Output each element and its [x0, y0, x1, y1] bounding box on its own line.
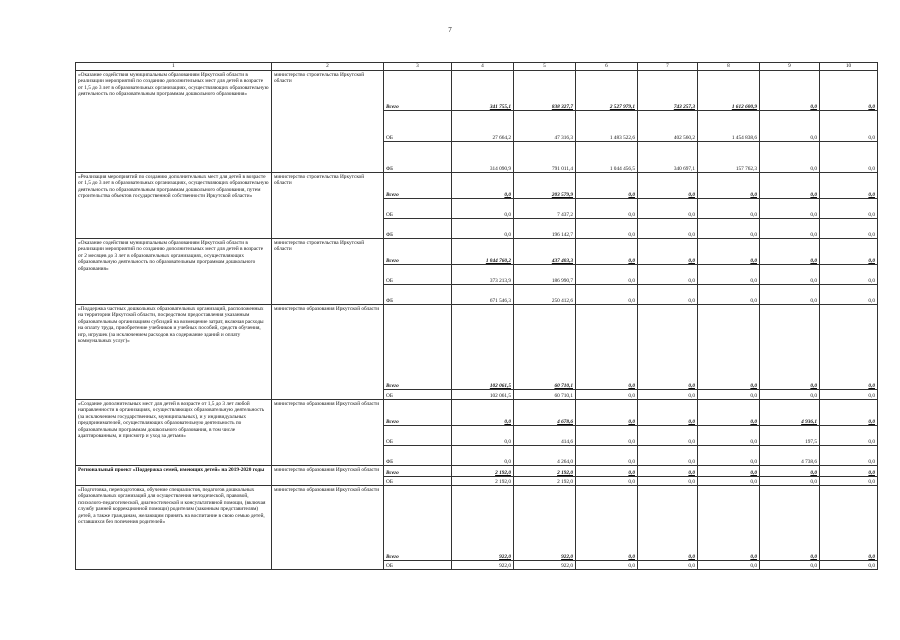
table-row	[76, 173, 878, 199]
measure-description: «Оказание содействия муниципальным образованиям Иркутской области в реализации мероприятий по созданию дополнительных мест для детей в возрасте от 1,5 до 3 лет в образовательных организациях, осуществляющих образовательную деятельность по образовательным программам дошкольного образования»	[76, 71, 272, 173]
amount-cell: 341 755,1	[452, 71, 514, 111]
amount-cell: 0,0	[638, 486, 698, 561]
header-cell: 10	[820, 63, 878, 71]
amount-cell: 0,0	[576, 285, 638, 305]
amount-cell: 922,0	[452, 486, 514, 561]
amount-cell: 47 316,3	[514, 111, 576, 142]
amount-cell: 2 192,0	[514, 466, 576, 477]
amount-cell: 0,0	[820, 219, 878, 239]
amount-cell: 0,0	[698, 305, 760, 390]
amount-cell: 196 142,7	[514, 219, 576, 239]
amount-cell: 0,0	[638, 285, 698, 305]
executor: министерство строительства Иркутской области	[272, 239, 384, 305]
funding-source: ФБ	[384, 219, 452, 239]
amount-cell: 0,0	[760, 142, 820, 173]
amount-cell: 2 527 979,1	[576, 71, 638, 111]
amount-cell: 4 678,6	[514, 400, 576, 426]
amount-cell: 0,0	[638, 477, 698, 486]
amount-cell: 0,0	[698, 446, 760, 466]
funding-source: Всего	[384, 466, 452, 477]
funding-source: ОБ	[384, 111, 452, 142]
header-cell: 3	[384, 63, 452, 71]
amount-cell: 0,0	[820, 111, 878, 142]
amount-cell: 4 936,1	[760, 400, 820, 426]
header-row	[76, 63, 878, 71]
amount-cell: 60 710,1	[514, 305, 576, 390]
amount-cell: 0,0	[760, 390, 820, 400]
amount-cell: 0,0	[820, 71, 878, 111]
table-row	[76, 71, 878, 111]
amount-cell: 0,0	[820, 265, 878, 285]
amount-cell: 0,0	[820, 400, 878, 426]
funding-source: ОБ	[384, 199, 452, 219]
funding-source: ОБ	[384, 477, 452, 486]
funding-source: ФБ	[384, 446, 452, 466]
amount-cell: 743 257,3	[638, 71, 698, 111]
amount-cell: 0,0	[576, 400, 638, 426]
funding-source: Всего	[384, 239, 452, 265]
amount-cell: 7 437,2	[514, 199, 576, 219]
amount-cell: 0,0	[820, 390, 878, 400]
amount-cell: 203 579,9	[514, 173, 576, 199]
amount-cell: 1 044 456,5	[576, 142, 638, 173]
amount-cell: 0,0	[638, 305, 698, 390]
amount-cell: 0,0	[760, 239, 820, 265]
funding-source: Всего	[384, 71, 452, 111]
amount-cell: 0,0	[820, 285, 878, 305]
amount-cell: 0,0	[820, 142, 878, 173]
amount-cell: 0,0	[820, 426, 878, 446]
amount-cell: 0,0	[576, 173, 638, 199]
funding-source: Всего	[384, 173, 452, 199]
amount-cell: 0,0	[576, 466, 638, 477]
amount-cell: 0,0	[760, 265, 820, 285]
amount-cell: 0,0	[638, 390, 698, 400]
funding-source: ОБ	[384, 426, 452, 446]
table-row	[76, 466, 878, 477]
header-cell: 9	[760, 63, 820, 71]
header-cell: 6	[576, 63, 638, 71]
amount-cell: 0,0	[698, 400, 760, 426]
amount-cell: 0,0	[452, 446, 514, 466]
amount-cell: 1 483 522,6	[576, 111, 638, 142]
amount-cell: 402 560,2	[638, 111, 698, 142]
amount-cell: 0,0	[820, 477, 878, 486]
amount-cell: 0,0	[760, 305, 820, 390]
amount-cell: 0,0	[638, 219, 698, 239]
header-cell: 4	[452, 63, 514, 71]
amount-cell: 0,0	[698, 199, 760, 219]
amount-cell: 60 710,1	[514, 390, 576, 400]
amount-cell: 4 264,0	[514, 446, 576, 466]
amount-cell: 0,0	[698, 219, 760, 239]
amount-cell: 0,0	[576, 390, 638, 400]
amount-cell: 0,0	[638, 426, 698, 446]
amount-cell: 1 612 600,9	[698, 71, 760, 111]
amount-cell: 0,0	[698, 265, 760, 285]
amount-cell: 197,5	[760, 426, 820, 446]
measure-description: «Реализация мероприятий по созданию дополнительных мест для детей в возрасте от 1,5 до 3 лет в образовательных организациях, осуществляющих образовательную деятельность по образовательным программам дошкольного образования, путем строительства объектов государственной собственности Иркутской области»	[76, 173, 272, 239]
amount-cell: 0,0	[760, 285, 820, 305]
amount-cell: 314 090,9	[452, 142, 514, 173]
amount-cell: 0,0	[638, 173, 698, 199]
amount-cell: 0,0	[638, 561, 698, 570]
amount-cell: 0,0	[760, 71, 820, 111]
amount-cell: 414,6	[514, 426, 576, 446]
amount-cell: 27 664,2	[452, 111, 514, 142]
amount-cell: 0,0	[698, 285, 760, 305]
executor: министерство образования Иркутской области	[272, 466, 384, 486]
funding-source: ОБ	[384, 265, 452, 285]
amount-cell: 0,0	[638, 199, 698, 219]
funding-source: Всего	[384, 486, 452, 561]
amount-cell: 0,0	[820, 561, 878, 570]
amount-cell: 0,0	[576, 305, 638, 390]
amount-cell: 0,0	[698, 561, 760, 570]
amount-cell: 0,0	[760, 219, 820, 239]
amount-cell: 0,0	[820, 466, 878, 477]
executor: министерство образования Иркутской области	[272, 400, 384, 466]
funding-source: ФБ	[384, 142, 452, 173]
amount-cell: 2 192,0	[452, 477, 514, 486]
amount-cell: 0,0	[698, 486, 760, 561]
measure-description: «Подготовка, переподготовка, обучение специалистов, педагогов дошкольных образовательных организаций для осуществления методической, правовой, психолого-педагогической, диагностической и консультативной помощи, (включая службу ранней коррекционной помощи) родителям (законным представителям) детей, а также гражданам, желающим принять на воспитание в свою семью детей, оставшихся без попечения родителей»	[76, 486, 272, 570]
amount-cell: 0,0	[452, 219, 514, 239]
amount-cell: 4 738,6	[760, 446, 820, 466]
amount-cell: 0,0	[698, 477, 760, 486]
amount-cell: 0,0	[820, 173, 878, 199]
amount-cell: 0,0	[576, 199, 638, 219]
amount-cell: 1 044 760,2	[452, 239, 514, 265]
amount-cell: 0,0	[698, 390, 760, 400]
table-row	[76, 239, 878, 265]
header-cell: 1	[76, 63, 272, 71]
amount-cell: 0,0	[698, 426, 760, 446]
amount-cell: 157 762,3	[698, 142, 760, 173]
amount-cell: 102 061,5	[452, 305, 514, 390]
amount-cell: 0,0	[698, 173, 760, 199]
amount-cell: 0,0	[760, 486, 820, 561]
amount-cell: 0,0	[638, 239, 698, 265]
amount-cell: 0,0	[638, 446, 698, 466]
amount-cell: 922,0	[514, 486, 576, 561]
amount-cell: 373 213,9	[452, 265, 514, 285]
amount-cell: 340 697,1	[638, 142, 698, 173]
amount-cell: 0,0	[760, 561, 820, 570]
amount-cell: 671 546,3	[452, 285, 514, 305]
amount-cell: 2 192,0	[514, 477, 576, 486]
amount-cell: 0,0	[698, 239, 760, 265]
amount-cell: 0,0	[452, 173, 514, 199]
table-row	[76, 305, 878, 390]
amount-cell: 0,0	[638, 400, 698, 426]
amount-cell: 0,0	[820, 486, 878, 561]
amount-cell: 437 403,3	[514, 239, 576, 265]
amount-cell: 0,0	[576, 219, 638, 239]
amount-cell: 0,0	[760, 111, 820, 142]
page-number: 7	[448, 26, 452, 34]
amount-cell: 0,0	[820, 199, 878, 219]
amount-cell: 0,0	[638, 265, 698, 285]
amount-cell: 0,0	[820, 446, 878, 466]
amount-cell: 0,0	[820, 239, 878, 265]
funding-source: ФБ	[384, 285, 452, 305]
amount-cell: 0,0	[576, 239, 638, 265]
executor: министерство образования Иркутской области	[272, 486, 384, 570]
funding-source: Всего	[384, 400, 452, 426]
amount-cell: 0,0	[576, 561, 638, 570]
amount-cell: 186 990,7	[514, 265, 576, 285]
header-cell: 8	[698, 63, 760, 71]
amount-cell: 0,0	[760, 477, 820, 486]
measure-description: Региональный проект «Поддержка семей, имеющих детей» на 2019-2020 годы	[76, 466, 272, 486]
amount-cell: 1 454 838,6	[698, 111, 760, 142]
measure-description: «Поддержка частных дошкольных образовательных организаций, расположенных на территории Иркутской области, посредством предоставления указанным образовательным организациям субсидий на возмещение затрат, включая расходы на оплату труда, приобретение учебников и учебных пособий, средств обучения, игр, игрушек (за исключением расходов на содержание зданий и оплату коммунальных услуг)»	[76, 305, 272, 400]
amount-cell: 0,0	[698, 466, 760, 477]
executor: министерство строительства Иркутской области	[272, 71, 384, 173]
amount-cell: 0,0	[576, 477, 638, 486]
amount-cell: 0,0	[638, 466, 698, 477]
amount-cell: 0,0	[576, 486, 638, 561]
amount-cell: 0,0	[576, 446, 638, 466]
funding-source: ОБ	[384, 561, 452, 570]
amount-cell: 102 061,5	[452, 390, 514, 400]
executor: министерство образования Иркутской области	[272, 305, 384, 400]
amount-cell: 0,0	[452, 426, 514, 446]
amount-cell: 838 327,7	[514, 71, 576, 111]
measure-description: «Создание дополнительных мест для детей в возрасте от 1,5 до 3 лет любой направленности в организациях, осуществляющих образовательную деятельность (за исключением государственных, муниципальных), и у индивидуальных предпринимателей, осуществляющих образовательную деятельность по образовательным программам дошкольного образования, в том числе адаптированным, и присмотр и уход за детьми»	[76, 400, 272, 466]
amount-cell: 0,0	[760, 466, 820, 477]
executor: министерство строительства Иркутской области	[272, 173, 384, 239]
header-cell: 2	[272, 63, 384, 71]
table-row	[76, 400, 878, 426]
amount-cell: 0,0	[760, 199, 820, 219]
header-cell: 5	[514, 63, 576, 71]
measure-description: «Оказание содействия муниципальным образованиям Иркутской области в реализации мероприятий по созданию дополнительных мест для детей в возрасте от 2 месяцев до 3 лет в образовательных организациях, осуществляющих образовательную деятельность по образовательным программам дошкольного образования»	[76, 239, 272, 305]
financing-table	[75, 62, 878, 570]
amount-cell: 0,0	[820, 305, 878, 390]
amount-cell: 2 192,0	[452, 466, 514, 477]
amount-cell: 0,0	[576, 426, 638, 446]
table-row	[76, 486, 878, 561]
header-cell: 7	[638, 63, 698, 71]
amount-cell: 250 412,6	[514, 285, 576, 305]
funding-source: Всего	[384, 305, 452, 390]
funding-source: ОБ	[384, 390, 452, 400]
amount-cell: 922,0	[514, 561, 576, 570]
amount-cell: 922,0	[452, 561, 514, 570]
amount-cell: 0,0	[576, 265, 638, 285]
amount-cell: 791 011,4	[514, 142, 576, 173]
amount-cell: 0,0	[452, 199, 514, 219]
amount-cell: 0,0	[760, 173, 820, 199]
amount-cell: 0,0	[452, 400, 514, 426]
